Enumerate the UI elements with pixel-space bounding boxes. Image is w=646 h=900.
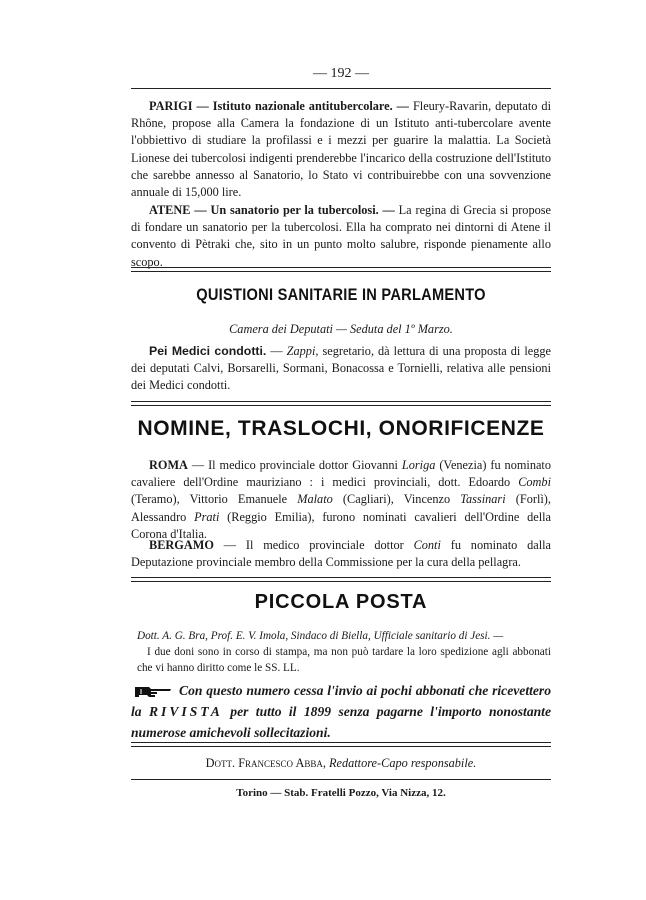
news-place: ROMA — [149, 458, 188, 472]
item-dash: — — [270, 344, 283, 358]
person-name: Loriga — [401, 458, 436, 472]
parliament-subheading: Camera dei Deputati — Seduta del 1º Marzo. — [229, 322, 453, 336]
section-divider — [131, 577, 551, 582]
news-place: PARIGI — [149, 99, 193, 113]
editor-role: Redattore-Capo responsabile. — [328, 756, 477, 770]
nomine-bergamo — [131, 537, 551, 571]
text-run: (Reggio Emilia), furono nominati cavalieri dell'Ordine della Corona d'Italia. — [131, 509, 551, 541]
section-heading-posta: PICCOLA POSTA — [254, 591, 428, 613]
section-heading-nomine: NOMINE, TRASLOCHI, ONORIFICENZE — [137, 417, 545, 440]
news-body: Fleury-Ravarin, deputato di Rhône, propose alla Camera la fondazione di un Istituto anti-tubercolare avente l'obbiettivo di studiare la profilassi e i mezzi per guarire la malattia. La Società Lionese dei tubercolosi indigenti prenderebbe l'incarico della costruzione dell'Istituto che sarebbe annesso al Sanatorio, lo Stato vi contribuirebbe con una sovvenzione annuale di 15,000 lire. — [131, 99, 551, 200]
person-name: Conti — [413, 538, 441, 552]
nomine-roma — [131, 457, 551, 543]
posta-message: I due doni sono in corso di stampa, ma non può tardare la loro spedizione agli abbonati che vi hanno diritto come le SS. LL. — [137, 646, 551, 674]
text-run: (Teramo), Vittorio Emanuele — [131, 492, 298, 507]
news-place: ATENE — [149, 203, 191, 217]
section-divider — [131, 267, 551, 272]
subscription-notice — [131, 680, 551, 743]
notice-text: per tutto il 1899 senza pagarne l'importo nonostante numerose amichevoli sollecitazioni. — [131, 704, 551, 740]
person-name: Malato — [297, 492, 333, 507]
news-body: La regina di Grecia si propose di fondare un sanatorio per la tubercolosi. Ella ha comprato nei dintorni di Atene il convento di Pètraki che, sito in un punto molto salubre, risponde pienamente allo scopo. — [131, 203, 551, 269]
section-heading-parliament: QUISTIONI SANITARIE IN PARLAMENTO — [196, 285, 486, 304]
header-rule — [131, 88, 551, 89]
person-name: Tassinari — [460, 492, 506, 507]
section-divider — [131, 742, 551, 747]
text-run: (Forlì), Alessandro — [131, 492, 551, 524]
person-name: Combi — [518, 475, 551, 490]
item-title: Pei Medici condotti. — [149, 344, 267, 358]
text-run: (Cagliari), Vincenzo — [332, 492, 461, 507]
parliament-item — [131, 343, 551, 395]
page-number: — 192 — — [313, 66, 369, 81]
news-headline: — Un sanatorio per la tubercolosi. — — [194, 203, 395, 217]
person-name: Prati — [194, 509, 220, 524]
text-run: fu nominato dalla Deputazione provinciale membro della Commissione per la cura della pellagra. — [131, 538, 551, 570]
news-headline: — Istituto nazionale antitubercolare. — — [196, 99, 409, 113]
item-body: , segretario, dà lettura di una proposta di legge dei deputati Calvi, Borsarelli, Sormani, Bonacossa e Tornielli, relativa alle pensioni dei Medici condotti. — [131, 344, 551, 393]
magazine-name: RIVISTA — [148, 704, 223, 719]
news-item-paris — [131, 98, 551, 201]
notice-text: Con questo numero cessa l'invio ai pochi abbonati che ricevettero la — [131, 683, 551, 719]
text-run: — Il medico provinciale dottor — [213, 538, 414, 552]
printer-line: Torino — Stab. Fratelli Pozzo, Via Nizza, 12. — [236, 787, 446, 799]
news-place: BERGAMO — [149, 538, 214, 552]
text-run: — Il medico provinciale dottor Giovanni — [187, 458, 402, 472]
editor-line — [131, 756, 551, 771]
news-item-athens — [131, 202, 551, 271]
section-divider — [131, 401, 551, 406]
footer-rule — [131, 779, 551, 780]
editor-name: Dott. Francesco Abba, — [205, 756, 326, 770]
text-run: (Venezia) fu nominato cavaliere dell'Ordine mauriziano : i medici provinciali, dott. Edoardo — [131, 458, 551, 490]
posta-recipients: Dott. A. G. Bra, Prof. E. V. Imola, Sindaco di Biella, Ufficiale sanitario di Jesi. — — [137, 630, 504, 642]
item-name: Zappi — [286, 344, 316, 358]
